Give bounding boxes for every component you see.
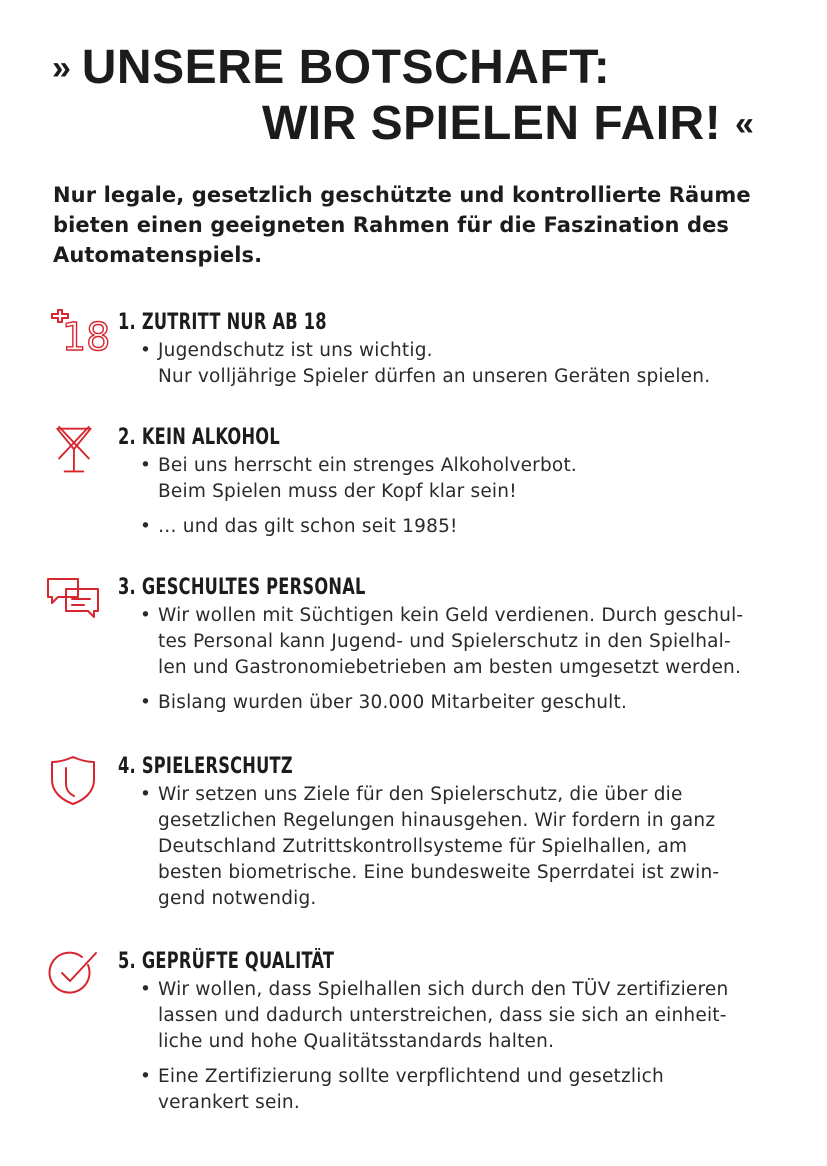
list-item: • Wir wollen mit Süchtigen kein Geld verdienen. Durch geschul- tes Personal kann Jugend- und Spielerschutz in den Spielhal- len und Gastronomiebetrieben am besten umgesetzt werden. [140,603,790,681]
speech-bubbles-icon [44,575,102,627]
section-heading: 2. KEIN ALKOHOL [118,425,280,450]
quote-open: » [52,49,68,87]
list-item: • Bislang wurden über 30.000 Mitarbeiter geschult. [140,690,790,716]
list-item: • Wir setzen uns Ziele für den Spielerschutz, die über die gesetzlichen Regelungen hinausgehen. Wir fordern in ganz Deutschland Zutrittskontrollsysteme für Spielhallen, am besten biometrische. Eine bundesweite Sperrdatei ist zwin- gend notwendig. [140,782,790,912]
bullet-list [140,453,790,549]
quote-close: « [735,105,751,143]
bullet-list [140,338,790,399]
intro-text: Nur legale, gesetzlich geschützte und kontrollierte Räume bieten einen geeigneten Rahmen für die Faszination des Automatenspiels. [53,183,751,267]
section-heading: 3. GESCHULTES PERSONAL [118,575,366,600]
title-line-1: » UNSERE BOTSCHAFT: [52,41,611,94]
title-line-2: WIR SPIELEN FAIR! « [262,97,751,150]
checkmark-circle-icon [44,947,102,999]
list-item: • … und das gilt schon seit 1985! [140,514,790,540]
list-item: • Bei uns herrscht ein strenges Alkoholverbot. Beim Spielen muss der Kopf klar sein! [140,453,790,505]
no-alcohol-icon [44,425,102,477]
bullet-list [140,782,790,921]
section-heading: 5. GEPRÜFTE QUALITÄT [118,949,335,974]
age-18-label: 18 [62,315,111,359]
page-title [52,40,782,152]
bullet-list [140,603,790,725]
bullet-list [140,977,790,1125]
age-18-plus-icon [44,308,111,360]
shield-icon [44,754,102,806]
list-item: • Wir wollen, dass Spielhallen sich durch den TÜV zertifizieren lassen und dadurch unterstreichen, dass sie sich an einheit- liche und hohe Qualitätsstandards halten. [140,977,790,1055]
section-heading: 4. SPIELERSCHUTZ [118,754,293,779]
list-item: • Eine Zertifizierung sollte verpflichtend und gesetzlich verankert sein. [140,1064,790,1116]
list-item: • Jugendschutz ist uns wichtig. Nur volljährige Spieler dürfen an unseren Geräten spielen. [140,338,790,390]
section-heading: 1. ZUTRITT NUR AB 18 [118,310,327,335]
